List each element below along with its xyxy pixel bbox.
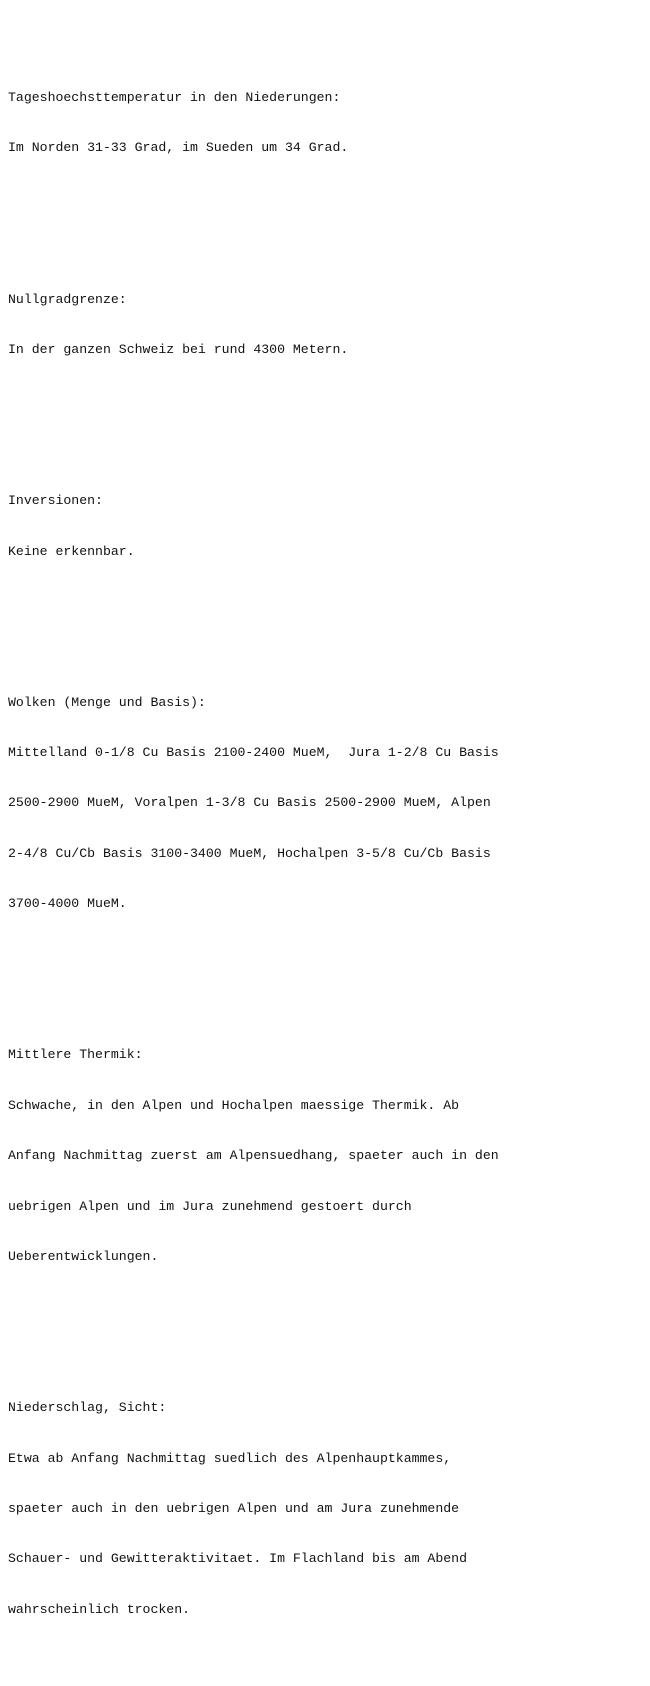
section-clouds [8,661,644,947]
section-line: Im Norden 31-33 Grad, im Sueden um 34 Grad. [8,140,349,156]
section-line: uebrigen Alpen und im Jura zunehmend gestoert durch [8,1198,412,1214]
section-line: Keine erkennbar. [8,543,135,559]
section-thermals [8,1014,644,1300]
section-heading: Mittlere Thermik: [8,1047,143,1063]
section-line: Etwa ab Anfang Nachmittag suedlich des Alpenhauptkammes, [8,1450,452,1466]
section-freezing-level [8,258,644,392]
section-line: 3700-4000 MueM. [8,896,127,912]
section-line: Schauer- und Gewitteraktivitaet. Im Flachland bis am Abend [8,1551,467,1567]
section-heading: Nullgradgrenze: [8,291,127,307]
section-max-temperature [8,56,644,190]
section-line: In der ganzen Schweiz bei rund 4300 Metern. [8,341,349,357]
section-heading: Inversionen: [8,493,103,509]
section-precipitation-visibility [8,1367,644,1653]
section-line: Ueberentwicklungen. [8,1248,159,1264]
section-inversions [8,460,644,594]
section-line: Mittelland 0-1/8 Cu Basis 2100-2400 MueM, Jura 1-2/8 Cu Basis [8,745,499,761]
section-heading: Tageshoechsttemperatur in den Niederungen: [8,89,341,105]
section-line: 2500-2900 MueM, Voralpen 1-3/8 Cu Basis 2500-2900 MueM, Alpen [8,795,491,811]
section-heading: Wolken (Menge und Basis): [8,694,206,710]
section-line: 2-4/8 Cu/Cb Basis 3100-3400 MueM, Hochalpen 3-5/8 Cu/Cb Basis [8,845,491,861]
section-heading: Niederschlag, Sicht: [8,1400,167,1416]
section-line: Schwache, in den Alpen und Hochalpen maessige Thermik. Ab [8,1097,460,1113]
section-line: wahrscheinlich trocken. [8,1601,191,1617]
section-line: spaeter auch in den uebrigen Alpen und am Jura zunehmende [8,1500,460,1516]
forecast-document [8,6,644,1686]
section-line: Anfang Nachmittag zuerst am Alpensuedhang, spaeter auch in den [8,1148,499,1164]
